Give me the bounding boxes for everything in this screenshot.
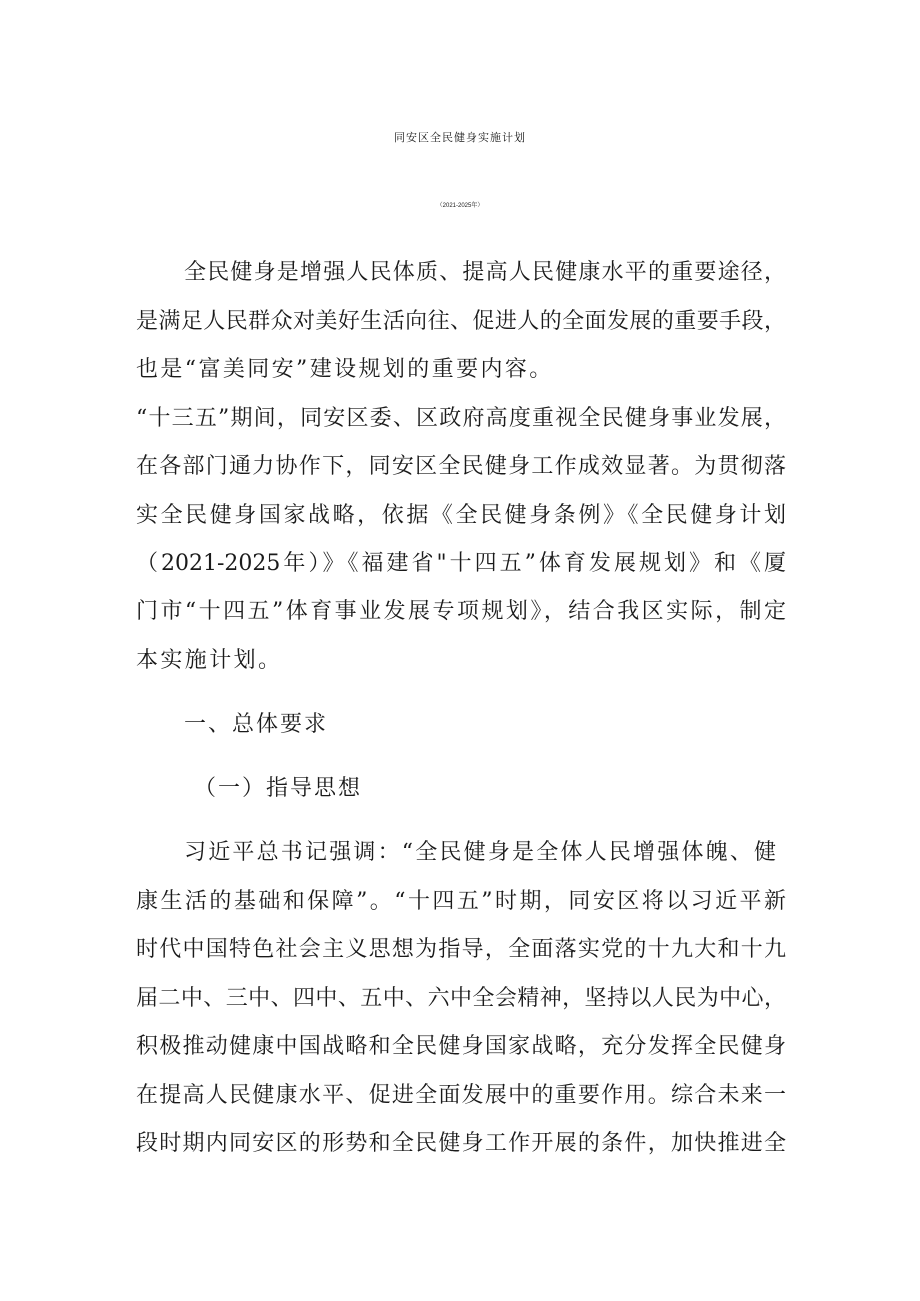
intro-p1-line-1: 全民健身是增强人民体质、提高人民健康水平的重要途径， xyxy=(184,260,788,285)
section-heading: 一、总体要求 xyxy=(184,712,329,737)
guiding-line-2: 康生活的基础和保障”。“十四五”时期，同安区将以习近平新 xyxy=(136,889,786,914)
document-subtitle: （2021-2025年） xyxy=(436,203,484,209)
intro-p2-line-2: 在各部门通力协作下，同安区全民健身工作成效显著。为贯彻落 xyxy=(136,454,786,479)
guiding-line-5: 积极推动健康中国战略和全民健身国家战略，充分发挥全民健身 xyxy=(136,1034,786,1059)
intro-p1-line-2: 是满足人民群众对美好生活向往、促进人的全面发展的重要手段， xyxy=(136,309,786,334)
intro-p2-line-4: （2021-2025年）》《福建省"十四五”体育发展规划》和《厦 xyxy=(136,551,786,576)
subsection-heading: （一）指导思想 xyxy=(194,776,363,801)
intro-p2-line-1: “十三五”期间，同安区委、区政府高度重视全民健身事业发展， xyxy=(136,406,786,431)
guiding-line-4: 届二中、三中、四中、五中、六中全会精神，坚持以人民为中心， xyxy=(136,986,786,1011)
guiding-line-1: 习近平总书记强调：“全民健身是全体人民增强体魄、健 xyxy=(184,840,779,865)
intro-p2-line-6: 本实施计划。 xyxy=(136,648,283,673)
guiding-line-6: 在提高人民健康水平、促进全面发展中的重要作用。综合未来一 xyxy=(136,1083,786,1108)
intro-p2-line-5: 门市“十四五”体育事业发展专项规划》，结合我区实际，制定 xyxy=(136,599,786,624)
intro-p1-line-3: 也是“富美同安”建设规划的重要内容。 xyxy=(136,357,554,382)
intro-p2-line-3: 实全民健身国家战略，依据《全民健身条例》《全民健身计划 xyxy=(136,503,786,528)
document-title: 同安区全民健身实施计划 xyxy=(394,131,526,144)
guiding-line-7: 段时期内同安区的形势和全民健身工作开展的条件，加快推进全 xyxy=(136,1131,786,1156)
guiding-line-3: 时代中国特色社会主义思想为指导，全面落实党的十九大和十九 xyxy=(136,937,786,962)
